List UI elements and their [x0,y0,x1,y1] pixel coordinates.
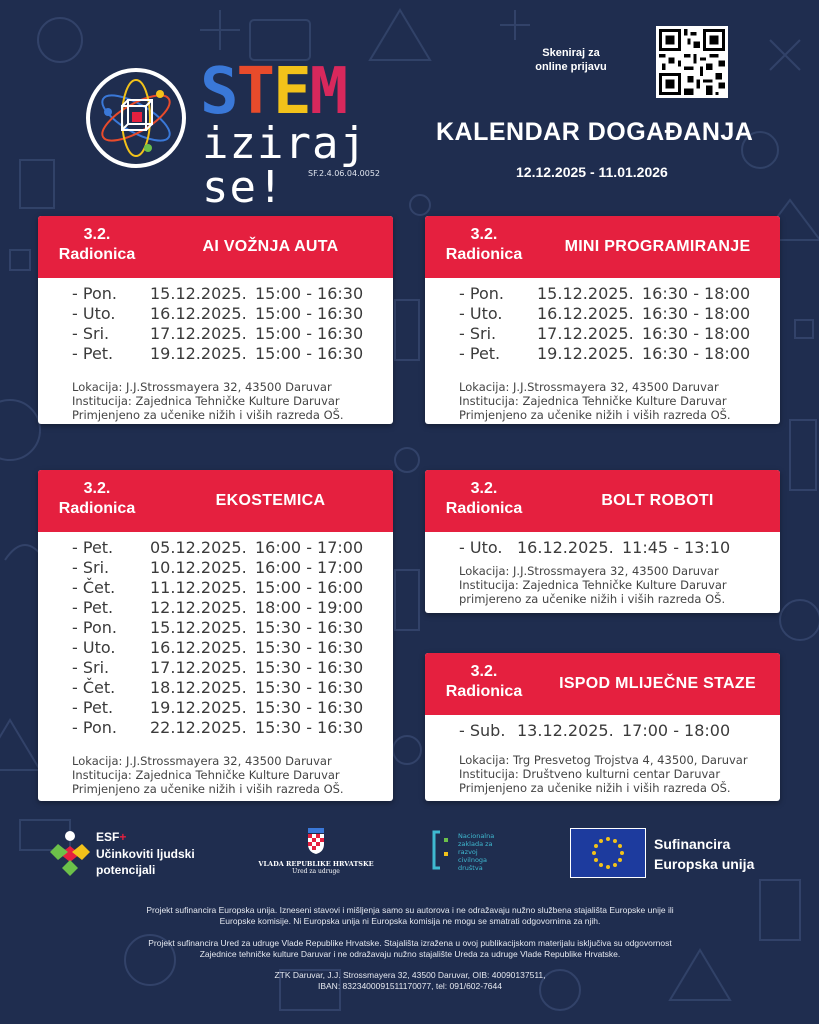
card-institution: Institucija: Zajednica Tehničke Kulture Daruvar [459,394,727,408]
stem-letter-m: M [309,55,347,129]
card-label: Radionica [445,683,523,700]
vlada-line-1: VLADA REPUBLIKE HRVATSKE [258,860,374,868]
esf-logo [50,830,195,880]
card-number: 3.2. [470,226,498,243]
qr-code-icon [659,29,725,95]
card-number: 3.2. [470,663,498,680]
schedule-row [72,344,393,364]
card-header [425,216,780,278]
schedule-row [72,578,393,598]
card-header [425,470,780,532]
schedule-row [72,638,393,658]
schedule-time: 15:30 - 16:30 [255,638,364,657]
vlada-logo [258,828,374,875]
schedule-time: 15:00 - 16:30 [255,344,364,363]
card-meta [72,380,393,422]
schedule-time: 11:45 - 13:10 [622,538,731,557]
schedule-time: 16:30 - 18:00 [642,284,751,303]
card-institution: Institucija: Društveno kulturni centar Daruvar [459,767,721,781]
schedule-date: 18.12.2025. [150,678,247,697]
card-note: Primjenjeno za učenike nižih i viših razreda OŠ. [72,782,344,796]
schedule-time: 15:00 - 16:00 [255,578,364,597]
card-title: ISPOD MLIJEČNE STAZE [559,675,756,692]
schedule-date: 16.12.2025. [517,538,614,557]
schedule-row [459,284,780,304]
logo-tagline: iziraj se! [202,118,367,213]
atom-cube-icon [86,68,186,168]
schedule-row [72,658,393,678]
schedule-list [459,538,780,558]
schedule-date: 17.12.2025. [150,658,247,677]
schedule-day: - Pet. [459,344,501,363]
card-number: 3.2. [83,480,111,497]
card-note: Primjenjeno za učenike nižih i viših razreda OŠ. [459,408,731,422]
sponsor-logos [0,826,819,886]
disclaimer-eu-line-1: Projekt sufinancira Europska unija. Izneseni stavovi i mišljenja samo su autorova i ne odražavaju nužno službena stajališta Europske unije ili [146,905,674,915]
schedule-day: - Pet. [72,598,114,617]
schedule-day: - Pet. [72,538,114,557]
disclaimer-ured-line-1: Projekt sufinancira Ured za udruge Vlade Republike Hrvatske. Stajališta izražena u ovoj publikacijskom materijalu isključiva su odgovornost [148,938,672,948]
schedule-time: 16:00 - 17:00 [255,558,364,577]
schedule-list [72,538,393,738]
schedule-date: 10.12.2025. [150,558,247,577]
disclaimer-eu-line-2: Europske komisije. Ni Europska unija ni Europska komisija ne mogu se smatrati odgovornima za njih. [219,916,601,926]
scan-line-1: Skeniraj za [542,47,600,59]
card-label: Radionica [58,500,136,517]
card-location: Lokacija: J.J.Strossmayera 32, 43500 Daruvar [72,380,332,394]
card-header [38,470,393,532]
card-meta [459,564,780,606]
schedule-date: 17.12.2025. [150,324,247,343]
card-header [38,216,393,278]
schedule-day: - Pet. [72,698,114,717]
schedule-date: 19.12.2025. [150,698,247,717]
qr-code[interactable] [656,26,728,98]
schedule-date: 16.12.2025. [150,304,247,323]
eu-logo [570,828,755,878]
card-body [38,538,393,796]
card-institution: Institucija: Zajednica Tehničke Kulture Daruvar [72,768,340,782]
schedule-day: - Pon. [72,284,117,303]
schedule-date: 11.12.2025. [150,578,247,597]
schedule-day: - Sri. [72,558,110,577]
stem-letter-t: T [236,55,274,129]
schedule-day: - Uto. [459,304,503,323]
event-card-bolt-roboti [425,470,780,613]
contact-info [60,970,760,992]
card-location: Lokacija: J.J.Strossmayera 32, 43500 Daruvar [459,380,719,394]
schedule-row [72,618,393,638]
stem-letter-e: E [273,55,310,129]
eu-line-1: Sufinancira [654,836,731,852]
schedule-day: - Čet. [72,678,116,697]
disclaimer-ured [60,938,760,960]
card-label: Radionica [58,246,136,263]
schedule-row [72,558,393,578]
event-card-ispod-mlijecne-staze [425,653,780,801]
schedule-row [72,598,393,618]
croatian-coat-of-arms-icon [306,828,326,854]
esf-plus: + [119,830,127,844]
schedule-row [459,344,780,364]
disclaimer-eu [60,905,760,927]
card-location: Lokacija: Trg Presvetog Trojstva 4, 43500, Daruvar [459,753,748,767]
card-note: Primjenjeno za učenike nižih i viših razreda OŠ. [72,408,344,422]
schedule-row [459,538,780,558]
disclaimer-ured-line-2: Zajednice tehničke kulture Daruvar i ne odražavaju nužno stajalište Ureda za udruge Vlade Republike Hrvatske. [199,949,621,959]
card-location: Lokacija: J.J.Strossmayera 32, 43500 Daruvar [459,564,719,578]
schedule-time: 15:00 - 16:30 [255,284,364,303]
schedule-row [72,304,393,324]
card-number: 3.2. [83,226,111,243]
card-label: Radionica [445,246,523,263]
schedule-day: - Pon. [72,718,117,737]
schedule-date: 19.12.2025. [150,344,247,363]
card-meta [459,753,780,795]
card-body [425,538,780,606]
card-title: BOLT ROBOTI [601,492,714,509]
schedule-time: 15:00 - 16:30 [255,324,364,343]
schedule-day: - Sri. [459,324,497,343]
card-institution: Institucija: Zajednica Tehničke Kulture Daruvar [459,578,727,592]
nz-bracket-icon [432,830,454,870]
card-title: EKOSTEMICA [215,492,326,509]
card-title: AI VOŽNJA AUTA [202,238,339,255]
schedule-date: 16.12.2025. [150,638,247,657]
esf-line-1: Učinkoviti ljudski [96,847,195,861]
schedule-time: 15:30 - 16:30 [255,678,364,697]
esf-title-text: ESF [96,830,120,844]
schedule-row [72,698,393,718]
schedule-date: 05.12.2025. [150,538,247,557]
card-note: primjereno za učenike nižih i viših razreda OŠ. [459,592,726,606]
schedule-row [459,721,780,741]
schedule-date: 13.12.2025. [517,721,614,740]
schedule-time: 18:00 - 19:00 [255,598,364,617]
esf-line-2: potencijali [96,863,156,877]
schedule-day: - Uto. [72,304,116,323]
scan-instruction [506,46,636,74]
esf-title [96,830,126,844]
schedule-row [459,304,780,324]
vlada-line-2: Ured za udruge [292,868,340,875]
card-body [425,284,780,422]
schedule-day: - Sri. [72,324,110,343]
card-location: Lokacija: J.J.Strossmayera 32, 43500 Daruvar [72,754,332,768]
schedule-time: 16:30 - 18:00 [642,304,751,323]
schedule-time: 16:00 - 17:00 [255,538,364,557]
nacionalna-zaklada-logo [432,830,495,874]
schedule-time: 15:30 - 16:30 [255,698,364,717]
card-header [425,653,780,715]
schedule-date: 12.12.2025. [150,598,247,617]
schedule-row [72,678,393,698]
schedule-time: 16:30 - 18:00 [642,324,751,343]
schedule-time: 15:30 - 16:30 [255,618,364,637]
stem-wordmark [200,55,347,129]
stem-letter-s: S [200,55,237,129]
schedule-row [72,324,393,344]
schedule-day: - Uto. [72,638,116,657]
event-card-mini-programiranje [425,216,780,424]
project-code: SF.2.4.06.04.0052 [308,169,381,178]
schedule-row [72,538,393,558]
card-label: Radionica [445,500,523,517]
schedule-date: 16.12.2025. [537,304,634,323]
schedule-date: 19.12.2025. [537,344,634,363]
schedule-date: 15.12.2025. [537,284,634,303]
date-range: 12.12.2025 - 11.01.2026 [516,164,668,180]
schedule-date: 15.12.2025. [150,284,247,303]
card-body [38,284,393,422]
schedule-day: - Uto. [459,538,503,557]
schedule-row [72,718,393,738]
schedule-time: 17:00 - 18:00 [622,721,731,740]
card-body [425,721,780,795]
schedule-day: - Sri. [72,658,110,677]
event-card-ekostemica [38,470,393,801]
schedule-date: 15.12.2025. [150,618,247,637]
schedule-time: 15:00 - 16:30 [255,304,364,323]
schedule-day: - Pon. [72,618,117,637]
stem-logo [86,55,386,213]
schedule-list [459,721,780,741]
schedule-time: 16:30 - 18:00 [642,344,751,363]
schedule-day: - Čet. [72,578,116,597]
contact-line-1: ZTK Daruvar, J.J. Strossmayera 32, 43500 Daruvar, OIB: 40090137511, [274,970,546,980]
event-card-ai-voznja [38,216,393,424]
schedule-list [459,284,780,364]
eu-text [654,834,754,874]
eu-flag-icon [570,828,646,878]
eu-line-2: Europska unija [654,856,755,872]
card-meta [72,754,393,796]
schedule-day: - Pet. [72,344,114,363]
schedule-row [72,284,393,304]
schedule-time: 15:30 - 16:30 [255,718,364,737]
card-note: Primjenjeno za učenike nižih i viših razreda OŠ. [459,781,731,795]
page-title: KALENDAR DOGAĐANJA [436,118,754,146]
schedule-row [459,324,780,344]
nz-text: Nacionalna zaklada za razvoj civilnoga društva [458,832,495,872]
card-institution: Institucija: Zajednica Tehničke Kulture Daruvar [72,394,340,408]
schedule-day: - Sub. [459,721,506,740]
card-meta [459,380,780,422]
schedule-time: 15:30 - 16:30 [255,658,364,677]
schedule-date: 22.12.2025. [150,718,247,737]
scan-line-2: online prijavu [535,61,607,73]
esf-flower-icon [50,830,90,876]
card-title: MINI PROGRAMIRANJE [564,238,751,255]
schedule-list [72,284,393,364]
contact-line-2: IBAN: 8323400091511170077, tel: 091/602-7644 [317,981,502,991]
card-number: 3.2. [470,480,498,497]
schedule-date: 17.12.2025. [537,324,634,343]
schedule-day: - Pon. [459,284,504,303]
